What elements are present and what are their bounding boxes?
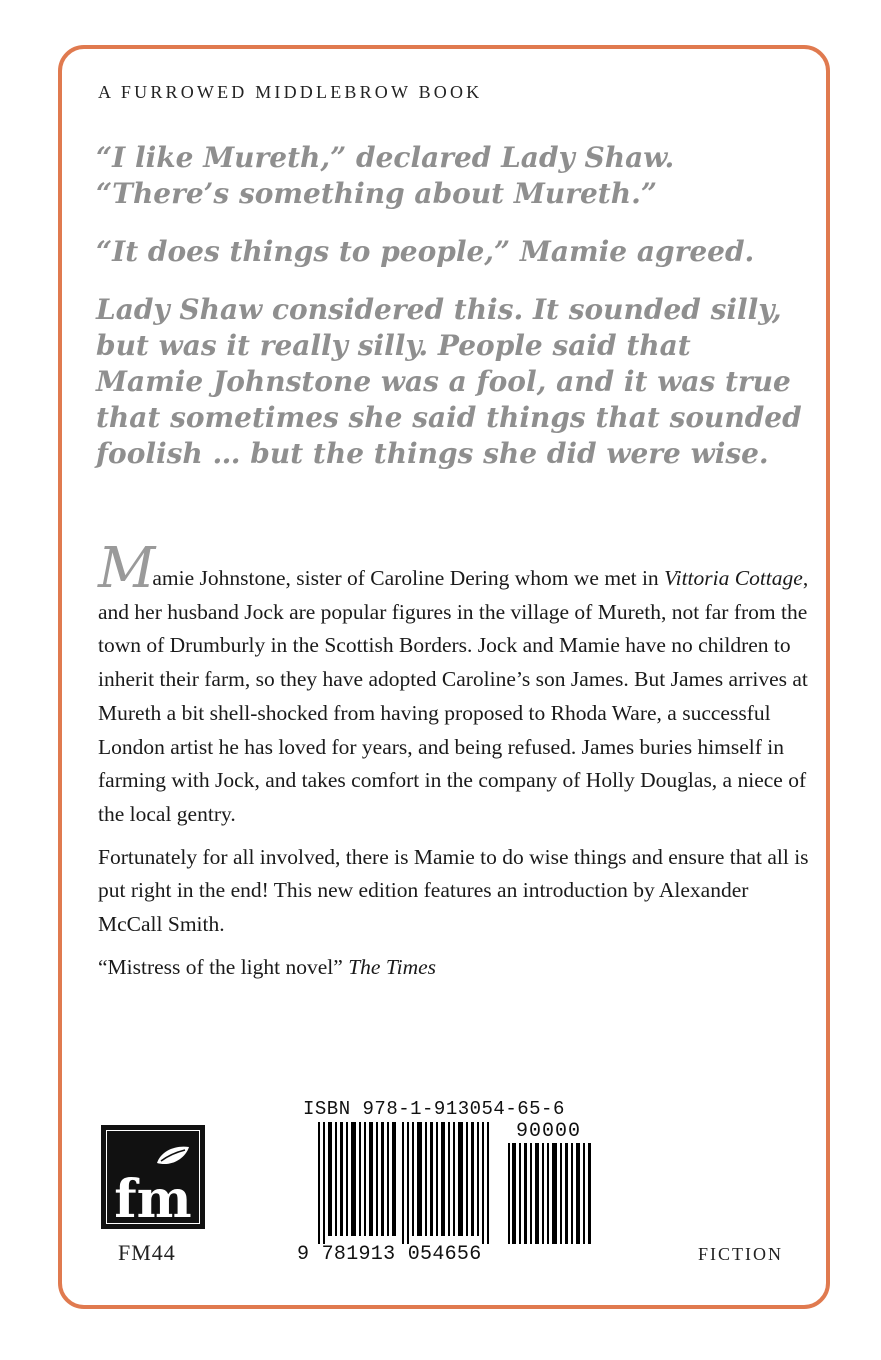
ean-digits: 9 781913 054656 bbox=[297, 1243, 482, 1266]
catalog-code: FM44 bbox=[118, 1240, 176, 1265]
excerpt-quotes bbox=[96, 140, 806, 494]
ean-barcode bbox=[318, 1122, 498, 1244]
isbn-label: ISBN 978-1-913054-65-6 bbox=[303, 1098, 565, 1120]
logo-text: fm bbox=[114, 1169, 192, 1229]
excerpt-paragraph-3: Lady Shaw considered this. It sounded silly, but was it really silly. People said that Mamie Johnstone was a fool, and it was true that sometimes she said things that sounded foolish … but the things she did were wise. bbox=[96, 293, 802, 470]
excerpt-paragraph-2: “It does things to people,” Mamie agreed. bbox=[96, 235, 755, 268]
blurb-paragraph-2: Fortunately for all involved, there is Mamie to do wise things and ensure that all is put right in the end! This new edition features an introduction by Alexander McCall Smith. bbox=[98, 844, 809, 937]
review-line bbox=[98, 951, 810, 985]
genre-label: FICTION bbox=[698, 1244, 783, 1264]
series-title: A FURROWED MIDDLEBROW BOOK bbox=[98, 82, 483, 102]
leaf-icon bbox=[101, 1125, 205, 1229]
price-code: 90000 bbox=[516, 1120, 582, 1143]
blurb-paragraph-1 bbox=[98, 536, 810, 832]
blurb-p1-rest: , and her husband Jock are popular figures in the village of Mureth, not far from the town of Drumburly in the Scottish Borders. Jock and Mamie have no children to inherit their farm, so they have adopted Caroline’s son James. But James arrives at Mureth a bit shell-shocked from having proposed to Rhoda Ware, a successful London artist he has loved for years, and being refused. James buries himself in farming with Jock, and takes comfort in the company of Holly Douglas, a niece of the local gentry. bbox=[98, 566, 809, 826]
book-title-reference: Vittoria Cottage bbox=[664, 566, 803, 590]
book-blurb bbox=[98, 536, 810, 993]
publisher-logo bbox=[101, 1125, 205, 1229]
drop-cap: M bbox=[98, 536, 152, 601]
excerpt-paragraph-1: “I like Mureth,” declared Lady Shaw. “There’s something about Mureth.” bbox=[96, 141, 675, 210]
review-quote: “Mistress of the light novel” bbox=[98, 954, 343, 979]
blurb-p1-start: amie Johnstone, sister of Caroline Dering whom we met in bbox=[152, 566, 665, 590]
review-source: The Times bbox=[348, 954, 437, 979]
price-addon-barcode bbox=[508, 1143, 592, 1244]
